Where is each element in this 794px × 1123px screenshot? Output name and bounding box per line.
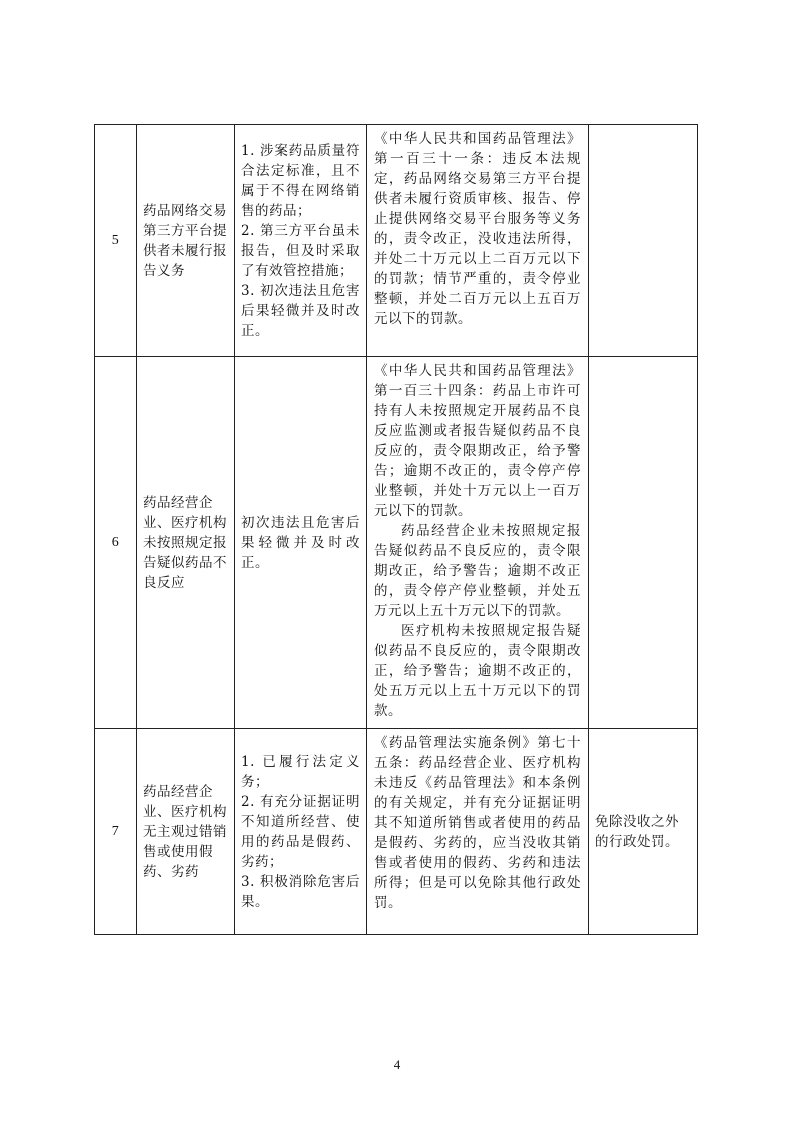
- violation-text: 药品经营企业、医疗机构未按照规定报告疑似药品不良反应: [143, 494, 227, 591]
- legal-basis-paragraph: 《中华人民共和国药品管理法》第一百三十一条：违反本法规定，药品网络交易第三方平台提供者未履行资质审核、报告、停止提供网络交易平台服务等义务的，责令改正，没收违法所得，并处二十万元以上二百万元以下的罚款；情节严重的，责令停业整顿，并处二百万元以上五百万元以下的罚款。: [374, 131, 581, 327]
- legal-basis-cell: [367, 125, 589, 357]
- conditions-cell: [235, 357, 367, 729]
- row-number: 7: [95, 729, 137, 935]
- row-number: 5: [95, 125, 137, 357]
- measure-cell: [589, 125, 698, 357]
- conditions-text: 初次违法且危害后果轻微并及时改正。: [241, 514, 360, 571]
- conditions-cell: [235, 125, 367, 357]
- page-number: 4: [393, 1057, 401, 1072]
- violation-text: 药品经营企业、医疗机构无主观过错销售或使用假药、劣药: [143, 783, 227, 880]
- measure-cell: [589, 357, 698, 729]
- measure-text: 免除没收之外的行政处罚。: [595, 813, 679, 850]
- violation-cell: [137, 357, 235, 729]
- violation-cell: [137, 125, 235, 357]
- table-row: [95, 357, 698, 729]
- measure-cell: [589, 729, 698, 935]
- legal-basis-cell: [367, 729, 589, 935]
- violation-cell: [137, 729, 235, 935]
- violation-text: 药品网络交易第三方平台提供者未履行报告义务: [143, 202, 227, 279]
- conditions-text: 1. 涉案药品质量符合法定标准，且不属于不得在网络销售的药品； 2. 第三方平台虽未报告，但及时采取了有效管控措施； 3. 初次违法且危害后果轻微并及时改正。: [241, 142, 360, 339]
- legal-basis-paragraph: 药品经营企业未按照规定报告疑似药品不良反应的，责令限期改正，给予警告；逾期不改正的，责令停产停业整顿，并处五万元以上五十万元以下的罚款。: [374, 523, 581, 619]
- legal-basis-cell: [367, 357, 589, 729]
- legal-basis-paragraph: 医疗机构未按照规定报告疑似药品不良反应的，责令限期改正，给予警告；逾期不改正的，处五万元以上五十万元以下的罚款。: [374, 623, 581, 719]
- conditions-cell: [235, 729, 367, 935]
- conditions-text: 1. 已履行法定义务； 2. 有充分证据证明不知道所经营、使用的药品是假药、劣药； 3. 积极消除危害后果。: [241, 753, 360, 910]
- table-row: [95, 125, 698, 357]
- table-row: [95, 729, 698, 935]
- exemption-table: [94, 124, 698, 935]
- legal-basis-paragraph: 《药品管理法实施条例》第七十五条：药品经营企业、医疗机构未违反《药品管理法》和本条例的有关规定，并有充分证据证明其不知道所销售或者使用的药品是假药、劣药的，应当没收其销售或者使用的假药、劣药和违法所得；但是可以免除其他行政处罚。: [374, 735, 581, 911]
- legal-basis-paragraph: 《中华人民共和国药品管理法》第一百三十四条：药品上市许可持有人未按照规定开展药品不良反应监测或者报告疑似药品不良反应的，责令限期改正，给予警告；逾期不改正的，责令停产停业整顿，并处十万元以上一百万元以下的罚款。: [374, 363, 581, 519]
- row-number: 6: [95, 357, 137, 729]
